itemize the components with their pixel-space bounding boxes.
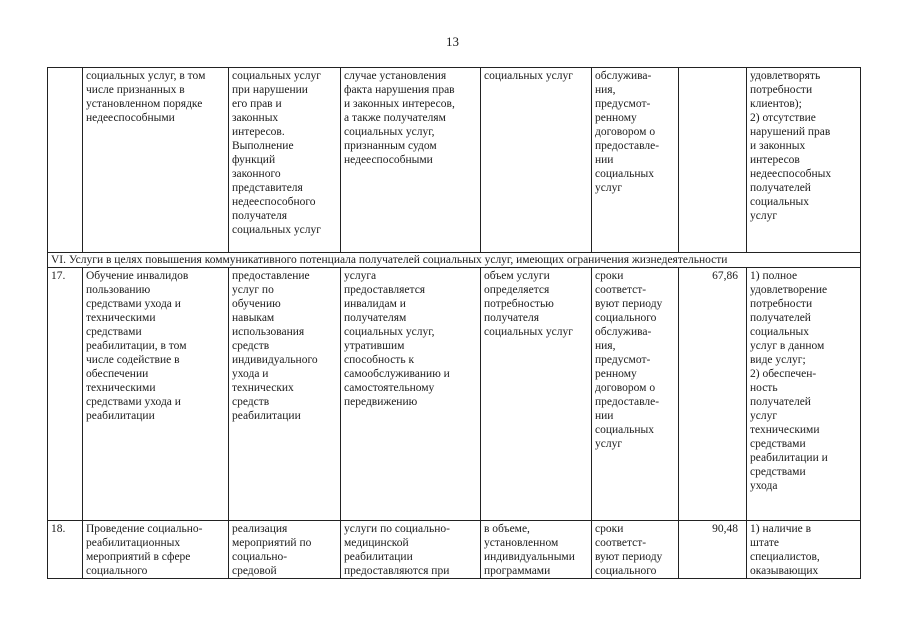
service-volume: объем услуги определяется потребностью получателя социальных услуг: [481, 268, 592, 521]
service-volume: социальных услуг: [481, 68, 592, 253]
service-content: реализация мероприятий по социально- средовой: [229, 521, 341, 579]
table-row: [48, 68, 861, 253]
service-terms: сроки соответст- вуют периоду социального обслужива- ния, предусмот- ренному договором о предоставле- нии социальных услуг: [592, 268, 679, 521]
row-number: [48, 68, 83, 253]
section-row: [48, 253, 861, 268]
service-terms: сроки соответст- вуют периоду социального: [592, 521, 679, 579]
service-volume: в объеме, установленном индивидуальными программами: [481, 521, 592, 579]
service-quality: 1) наличие в штате специалистов, оказывающих: [747, 521, 861, 579]
service-terms: обслужива- ния, предусмот- ренному договором о предоставле- нии социальных услуг: [592, 68, 679, 253]
table-row: [48, 268, 861, 521]
service-tariff: 67,86: [679, 268, 747, 521]
service-name: социальных услуг, в том числе признанных в установленном порядке недееспособными: [83, 68, 229, 253]
service-name: Проведение социально- реабилитационных мероприятий в сфере социального: [83, 521, 229, 579]
service-tariff: 90,48: [679, 521, 747, 579]
service-content: социальных услуг при нарушении его прав и законных интересов. Выполнение функций законного представителя недееспособного получателя социальных услуг: [229, 68, 341, 253]
service-tariff: [679, 68, 747, 253]
service-conditions: услуга предоставляется инвалидам и получателям социальных услуг, утратившим способность к самообслуживанию и самостоятельному передвижению: [341, 268, 481, 521]
service-conditions: услуги по социально- медицинской реабилитации предоставляются при: [341, 521, 481, 579]
service-quality: удовлетворять потребности клиентов); 2) отсутствие нарушений прав и законных интересов недееспособных получателей социальных услуг: [747, 68, 861, 253]
row-number: 17.: [48, 268, 83, 521]
service-content: предоставление услуг по обучению навыкам использования средств индивидуального ухода и технических средств реабилитации: [229, 268, 341, 521]
service-quality: 1) полное удовлетворение потребности получателей социальных услуг в данном виде услуг; 2) обеспечен- ность получателей услуг техническими средствами реабилитации и средствами ухода: [747, 268, 861, 521]
service-name: Обучение инвалидов пользованию средствами ухода и техническими средствами реабилитации, в том числе содействие в обеспечении техническими средствами ухода и реабилитации: [83, 268, 229, 521]
page-number: 13: [446, 34, 459, 49]
services-table: [47, 67, 861, 579]
service-conditions: случае установления факта нарушения прав и законных интересов, а также получателям социальных услуг, признанным судом недееспособными: [341, 68, 481, 253]
row-number: 18.: [48, 521, 83, 579]
table-row: [48, 521, 861, 579]
section-title: VI. Услуги в целях повышения коммуникативного потенциала получателей социальных услуг, имеющих ограничения жизнедеятельности: [48, 253, 861, 268]
